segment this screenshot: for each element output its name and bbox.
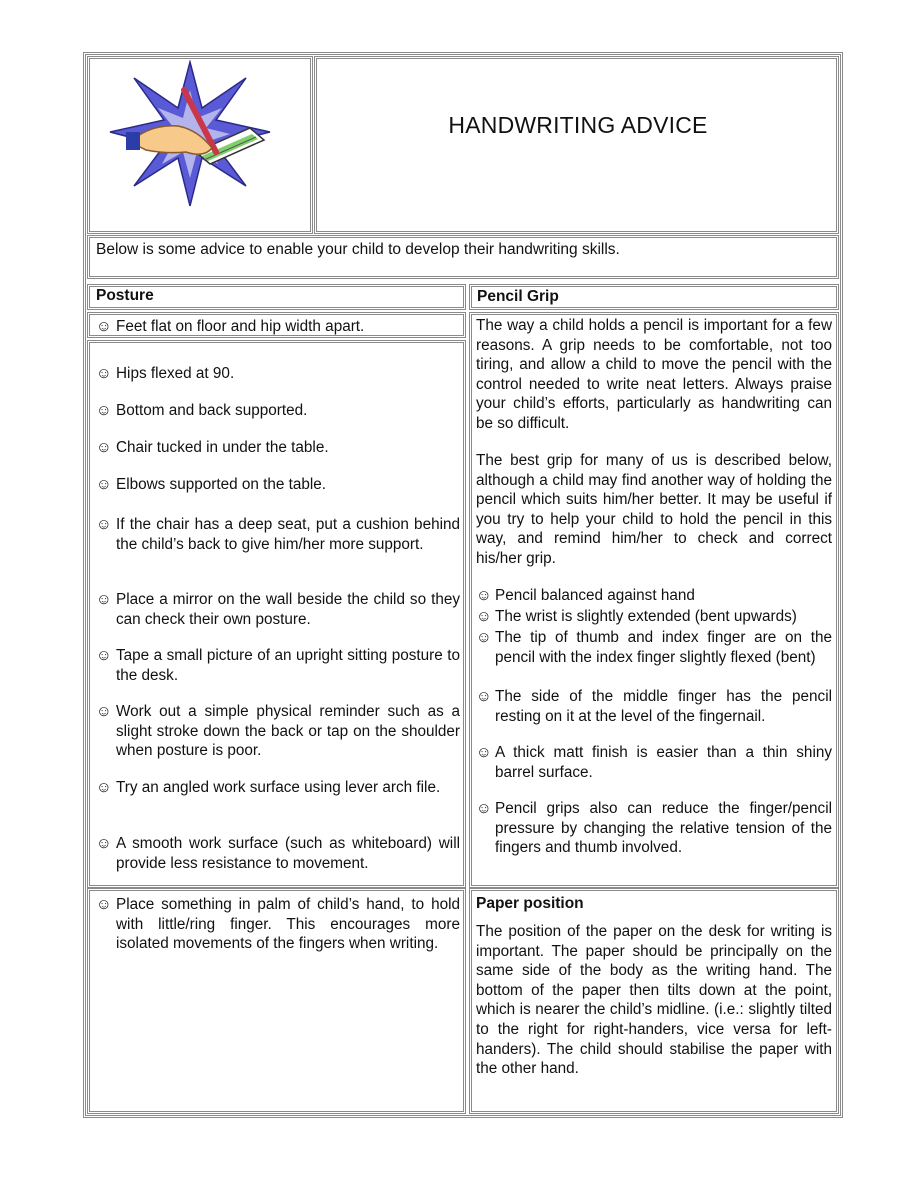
handwriting-star-icon bbox=[100, 60, 300, 210]
posture-item: ☺ Place something in palm of child’s hand, to hold with little/ring finger. This encourages more isolated movements of the fingers when writing. bbox=[96, 896, 460, 953]
smiley-icon: ☺ bbox=[96, 365, 112, 382]
smiley-icon: ☺ bbox=[96, 779, 112, 796]
posture-item: ☺ Bottom and back supported. bbox=[96, 402, 308, 419]
paper-position-heading: Paper position bbox=[476, 895, 584, 912]
pencil-grip-heading: Pencil Grip bbox=[477, 288, 559, 305]
grip-item: ☺ Pencil grips also can reduce the finger/pencil pressure by changing the relative tension of the fingers and thumb involved. bbox=[476, 800, 832, 857]
grip-item: ☺ Pencil balanced against hand bbox=[476, 587, 695, 604]
smiley-icon: ☺ bbox=[96, 402, 112, 419]
smiley-icon: ☺ bbox=[96, 476, 112, 493]
smiley-icon: ☺ bbox=[96, 703, 112, 720]
posture-item: ☺ If the chair has a deep seat, put a cushion behind the child’s back to give him/her more support. bbox=[96, 516, 460, 553]
posture-item: ☺ Place a mirror on the wall beside the child so they can check their own posture. bbox=[96, 591, 460, 628]
posture-item: ☺ Elbows supported on the table. bbox=[96, 476, 327, 493]
page-title: HANDWRITING ADVICE bbox=[448, 112, 708, 138]
smiley-icon: ☺ bbox=[476, 744, 492, 761]
pencil-grip-paragraph: The best grip for many of us is described below, although a child may find another way of holding the pencil which suits him/her better. It may be useful if you try to help your child to hold the pencil in this way, and remind him/her to check and correct his/her grip. bbox=[476, 452, 832, 567]
posture-item: ☺ Feet flat on floor and hip width apart. bbox=[96, 318, 365, 335]
smiley-icon: ☺ bbox=[96, 516, 112, 533]
posture-heading: Posture bbox=[96, 287, 154, 304]
pencil-grip-paragraph: The way a child holds a pencil is important for a few reasons. A grip needs to be comfortable, not too tiring, and allow a child to move the pencil with the control needed to write neat letters. Always praise your child’s efforts, particularly as handwriting can be so difficult. bbox=[476, 317, 832, 432]
intro-text: Below is some advice to enable your child to develop their handwriting skills. bbox=[96, 241, 620, 258]
title-cell bbox=[314, 56, 839, 234]
smiley-icon: ☺ bbox=[96, 591, 112, 608]
posture-item: ☺ Hips flexed at 90. bbox=[96, 365, 235, 382]
smiley-icon: ☺ bbox=[476, 608, 492, 625]
paper-position-text: The position of the paper on the desk for writing is important. The paper should be principally on the same side of the body as the writing hand. The bottom of the paper then tilts down at the point, which is nearer the child’s midline. (i.e.: slightly tilted to the right for right-handers, vice versa for left-handers). The child should stabilise the paper with the other hand. bbox=[476, 923, 832, 1078]
posture-item: ☺ Try an angled work surface using lever arch file. bbox=[96, 779, 441, 796]
grip-item: ☺ A thick matt finish is easier than a thin shiny barrel surface. bbox=[476, 744, 832, 781]
grip-item: ☺ The wrist is slightly extended (bent upwards) bbox=[476, 608, 797, 625]
posture-item: ☺ A smooth work surface (such as whiteboard) will provide less resistance to movement. bbox=[96, 835, 460, 872]
grip-item: ☺ The side of the middle finger has the pencil resting on it at the level of the fingernail. bbox=[476, 688, 832, 725]
posture-item: ☺ Chair tucked in under the table. bbox=[96, 439, 329, 456]
smiley-icon: ☺ bbox=[476, 800, 492, 817]
smiley-icon: ☺ bbox=[476, 587, 492, 604]
smiley-icon: ☺ bbox=[96, 439, 112, 456]
posture-item: ☺ Tape a small picture of an upright sitting posture to the desk. bbox=[96, 647, 460, 684]
grip-item: ☺ The tip of thumb and index finger are on the pencil with the index finger slightly flexed (bent) bbox=[476, 629, 832, 666]
smiley-icon: ☺ bbox=[476, 688, 492, 705]
smiley-icon: ☺ bbox=[96, 896, 112, 913]
smiley-icon: ☺ bbox=[476, 629, 492, 646]
smiley-icon: ☺ bbox=[96, 318, 112, 335]
posture-item: ☺ Work out a simple physical reminder such as a slight stroke down the back or tap on the shoulder when posture is poor. bbox=[96, 703, 460, 760]
smiley-icon: ☺ bbox=[96, 835, 112, 852]
smiley-icon: ☺ bbox=[96, 647, 112, 664]
